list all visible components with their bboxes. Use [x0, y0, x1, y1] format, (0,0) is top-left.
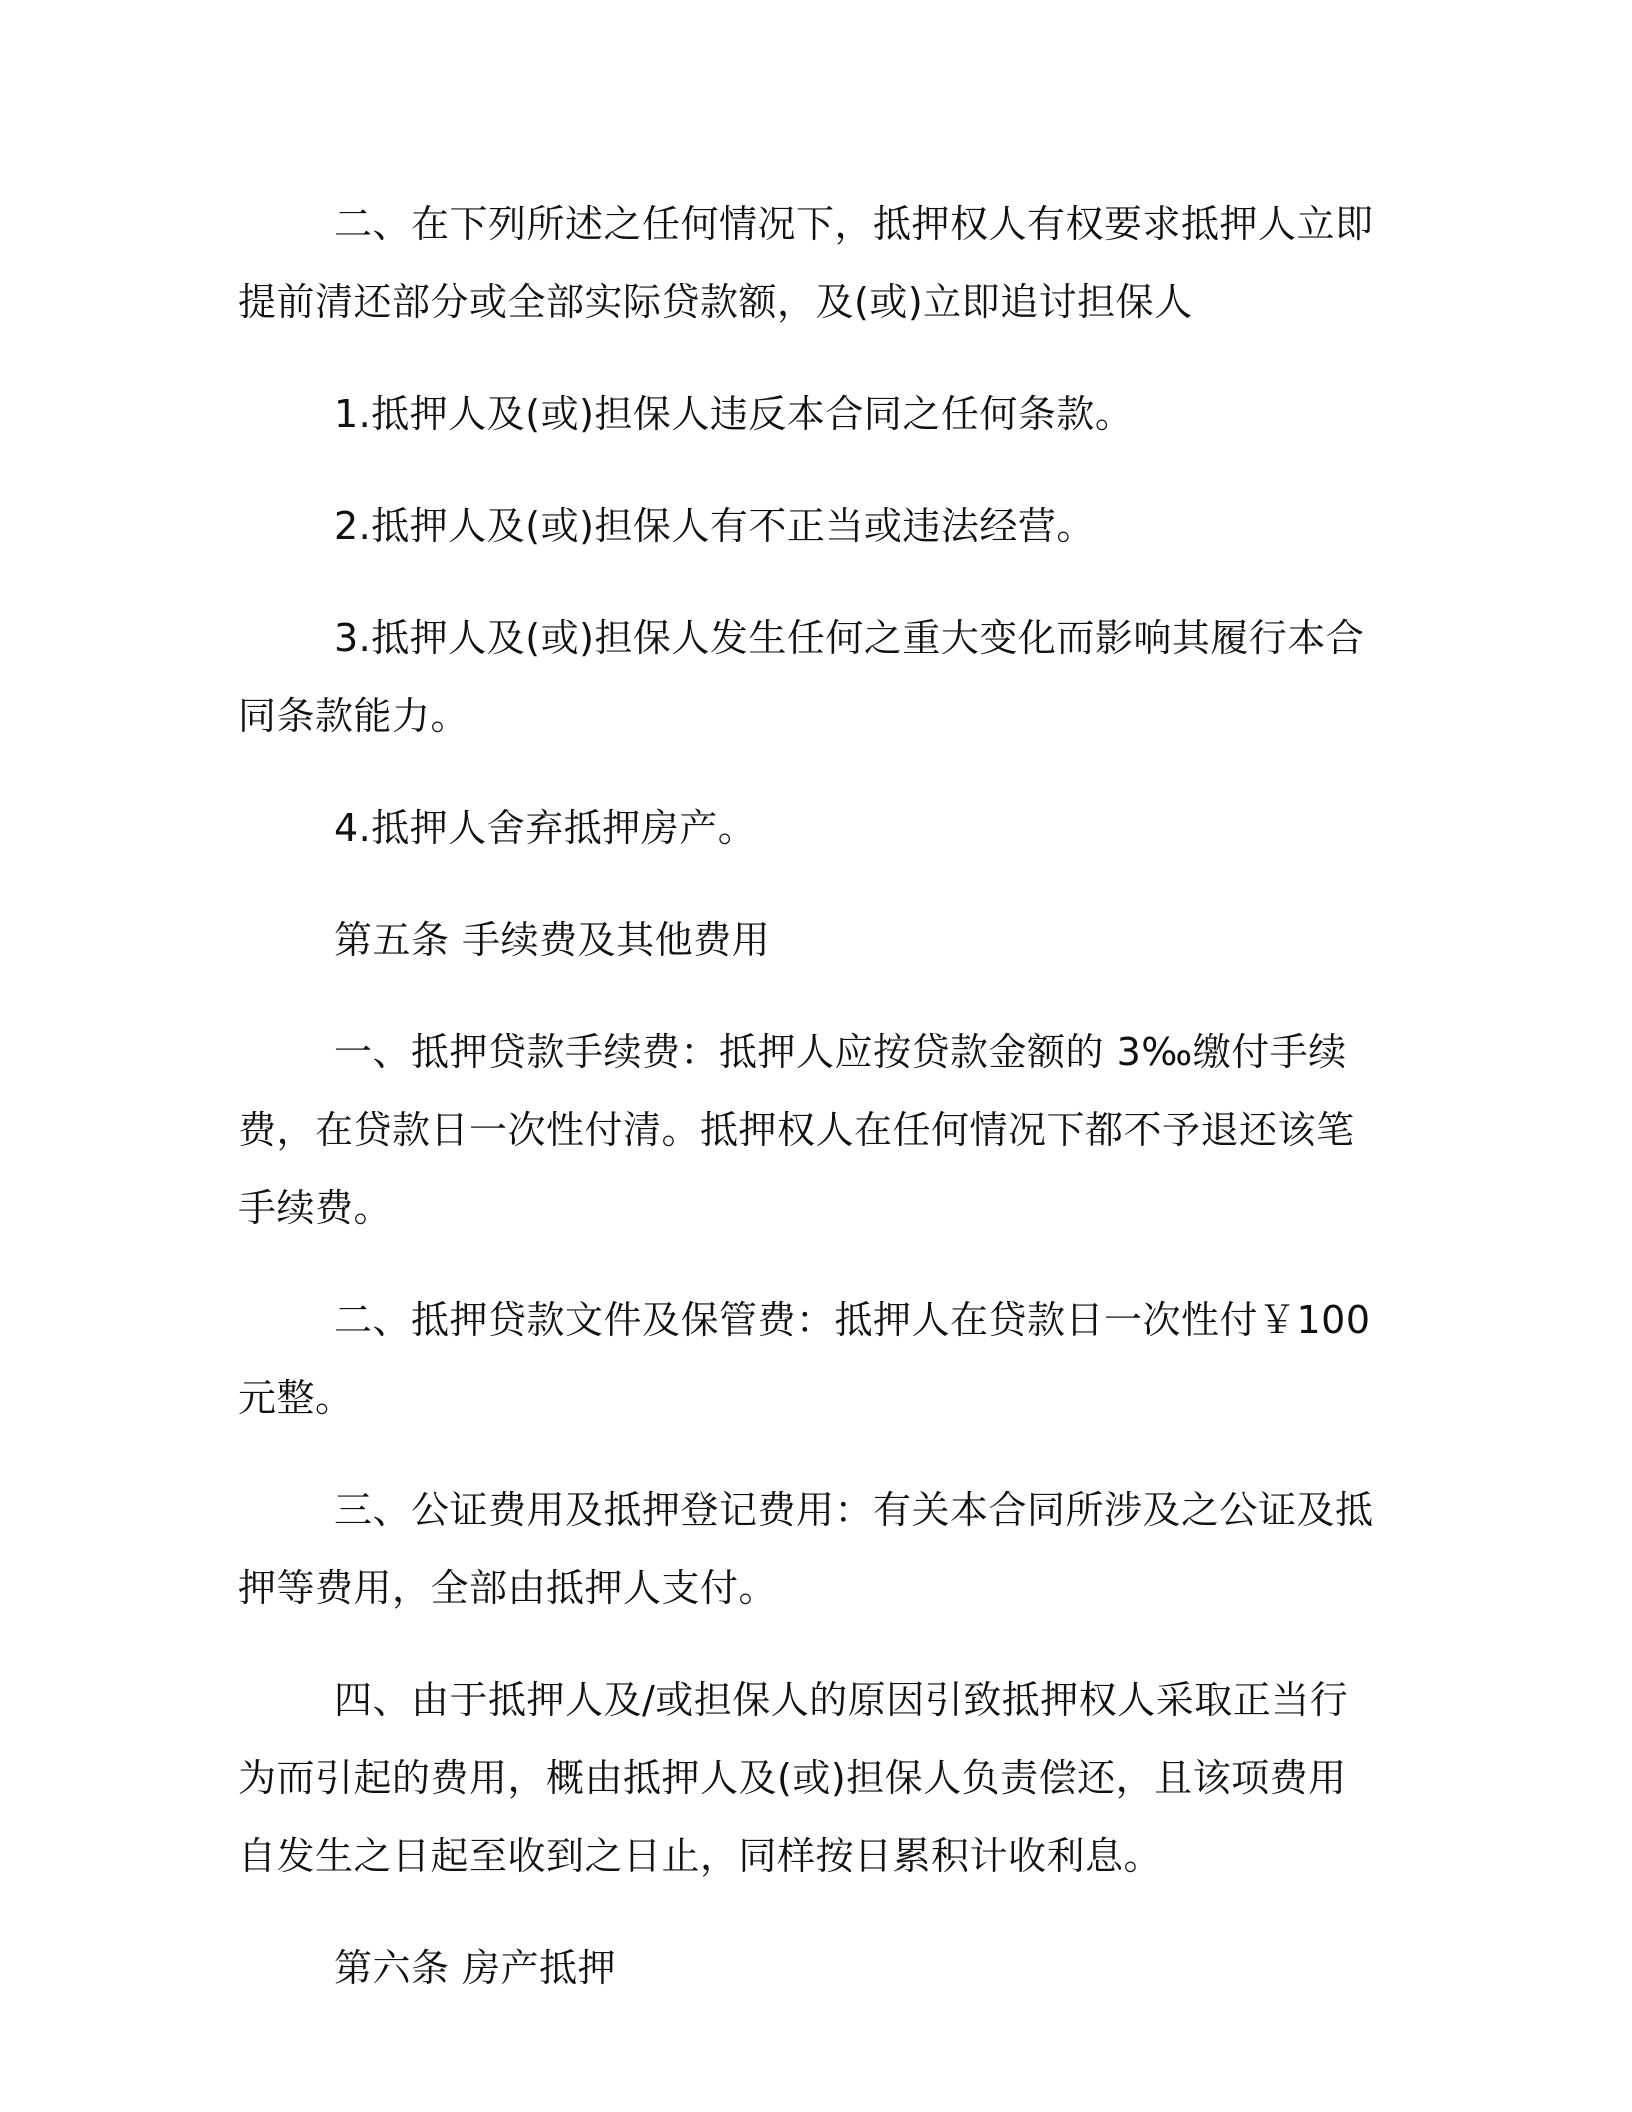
paragraph-item-4: 4.抵押人舍弃抵押房产。 [334, 806, 757, 850]
paragraph-early-repayment-clause: 二、在下列所述之任何情况下，抵押权人有权要求抵押人立即提前清还部分或全部实际贷款额，及(或)立即追讨担保人 [238, 202, 1374, 324]
paragraph-notary-registration-fee: 三、公证费用及抵押登记费用：有关本合同所涉及之公证及抵押等费用，全部由抵押人支付。 [238, 1488, 1374, 1610]
paragraph-handling-fee: 一、抵押贷款手续费：抵押人应按贷款金额的 3‰缴付手续费，在贷款日一次性付清。抵押权人在任何情况下都不予退还该笔手续费。 [238, 1030, 1355, 1230]
paragraph-document-custody-fee: 二、抵押贷款文件及保管费：抵押人在贷款日一次性付￥100 元整。 [238, 1298, 1371, 1420]
article-6-heading: 第六条 房产抵押 [334, 1946, 617, 1990]
paragraph-item-2: 2.抵押人及(或)担保人有不正当或违法经营。 [334, 504, 1095, 548]
document-body [238, 185, 1383, 2041]
article-5-heading: 第五条 手续费及其他费用 [334, 918, 771, 962]
paragraph-item-1: 1.抵押人及(或)担保人违反本合同之任何条款。 [334, 392, 1134, 436]
paragraph-enforcement-costs: 四、由于抵押人及/或担保人的原因引致抵押权人采取正当行为而引起的费用，概由抵押人及(或)担保人负责偿还，且该项费用自发生之日起至收到之日止，同样按日累积计收利息。 [238, 1678, 1349, 1878]
paragraph-item-3: 3.抵押人及(或)担保人发生任何之重大变化而影响其履行本合同条款能力。 [238, 616, 1365, 738]
